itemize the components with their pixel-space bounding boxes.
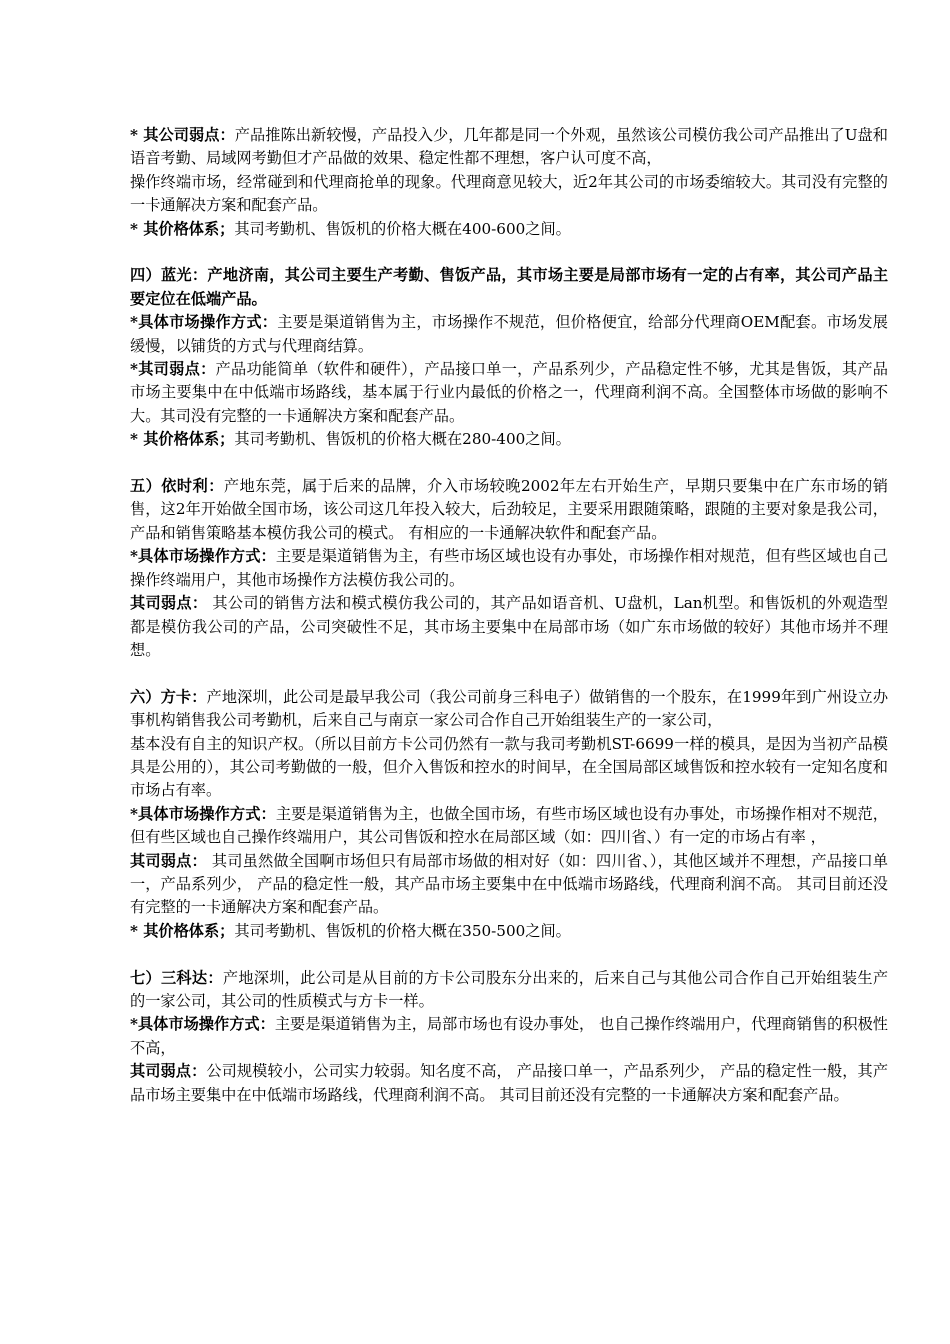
heading-section-6: 六）方卡： xyxy=(130,687,207,706)
text-s5-weakness: 其公司的销售方法和模式模仿我公司的，其产品如语音机、U盘机，Lan机型。和售饭机的外观造型都是模仿我公司的产品，公司突破性不足，其市场主要集中在局部市场（如广东市场做的较好）其他市场并不理想。 xyxy=(130,594,888,659)
paragraph-s3-weakness xyxy=(130,124,888,171)
text-s7-weakness: 公司规模较小，公司实力较弱。知名度不高， 产品接口单一，产品系列少， 产品的稳定性一般，其产品市场主要集中在中低端市场路线，代理商利润不高。 其司目前还没有完整的一卡通解决方案和配套产品。 xyxy=(130,1062,889,1104)
label-s4-weakness: *其司弱点： xyxy=(130,360,216,379)
spacer xyxy=(130,241,888,264)
paragraph-s7-method xyxy=(130,1013,888,1060)
heading-section-4: 四）蓝光：产地济南，其公司主要生产考勤、售饭产品，其市场主要是局部市场有一定的占有率，其公司产品主要定位在低端产品。 xyxy=(130,266,888,308)
text-s6-intro-cont: 基本没有自主的知识产权。（所以目前方卡公司仍然有一款与我司考勤机ST-6699一样的模具，是因为当初产品模具是公用的），其公司考勤做的一般，但介入售饭和控水的时间早，在全国局部区域售饭和控水较有一定知名度和市场占有率。 xyxy=(130,734,888,800)
paragraph-s6-intro xyxy=(130,686,888,733)
label-s6-weakness: 其司弱点： xyxy=(130,851,207,870)
label-s5-weakness: 其司弱点： xyxy=(130,594,208,613)
label-s6-method: *具体市场操作方式： xyxy=(130,804,276,823)
paragraph-s7-weakness xyxy=(130,1060,888,1107)
spacer xyxy=(130,662,888,685)
text-s5-method: 主要是渠道销售为主，有些市场区域也设有办事处，市场操作相对规范，但有些区域也自己操作终端用户，其他市场操作方法模仿我公司的。 xyxy=(130,547,888,589)
paragraph-s6-intro-cont xyxy=(130,733,888,803)
paragraph-s5-weakness xyxy=(130,592,888,662)
text-s4-weakness: 产品功能简单（软件和硬件），产品接口单一，产品系列少，产品稳定性不够，尤其是售饭，其产品市场主要集中在中低端市场路线，基本属于行业内最低的价格之一，代理商利润不高。全国整体市场做的影响不大。其司没有完整的一卡通解决方案和配套产品。 xyxy=(130,360,888,425)
label-s3-price: * 其价格体系； xyxy=(130,219,235,238)
label-s5-method: *具体市场操作方式： xyxy=(130,547,276,566)
label-s3-weakness: * 其公司弱点： xyxy=(130,126,235,144)
label-s4-method: *具体市场操作方式： xyxy=(130,313,278,332)
document-body xyxy=(130,124,888,1107)
paragraph-s6-price xyxy=(130,920,888,943)
text-s7-method: 主要是渠道销售为主，局部市场也有设办事处， 也自己操作终端用户，代理商销售的积极性不高， xyxy=(130,1015,888,1057)
paragraph-s4-weakness xyxy=(130,358,888,428)
text-s4-price: 其司考勤机、售饭机的价格大概在280-400之间。 xyxy=(234,430,571,449)
text-s6-method: 主要是渠道销售为主，也做全国市场，有些市场区域也设有办事处，市场操作相对不规范，但有些区域也自己操作终端用户，其公司售饭和控水在局部区域（如：四川省、）有一定的市场占有率 ， xyxy=(130,804,888,847)
heading-section-5: 五）依时利： xyxy=(130,477,224,496)
label-s7-weakness: 其司弱点： xyxy=(130,1062,207,1081)
heading-section-7: 七）三科达： xyxy=(130,968,223,987)
text-s4-method: 主要是渠道销售为主，市场操作不规范，但价格便宜，给部分代理商OEM配套。市场发展缓慢，以铺货的方式与代理商结算。 xyxy=(130,313,888,355)
paragraph-s5-method xyxy=(130,545,888,592)
paragraph-s3-price xyxy=(130,218,888,241)
label-s7-method: *具体市场操作方式： xyxy=(130,1015,275,1034)
spacer xyxy=(130,943,888,966)
paragraph-s7-intro xyxy=(130,967,888,1014)
label-s6-price: * 其价格体系； xyxy=(130,921,235,940)
text-s6-weakness: 其司虽然做全国啊市场但只有局部市场做的相对好（如：四川省、），其他区域并不理想，产品接口单一，产品系列少， 产品的稳定性一般，其产品市场主要集中在中低端市场路线，代理商利润不高。 其司目前还没有完整的一卡通解决方案和配套产品。 xyxy=(130,851,888,917)
text-s3-price: 其司考勤机、售饭机的价格大概在400-600之间。 xyxy=(234,219,571,238)
text-s3-weakness-cont: 操作终端市场，经常碰到和代理商抢单的现象。代理商意见较大，近2年其公司的市场委缩较大。其司没有完整的一卡通解决方案和配套产品。 xyxy=(130,172,888,215)
paragraph-s4-method xyxy=(130,311,888,358)
paragraph-s6-weakness xyxy=(130,850,888,920)
paragraph-s4-price xyxy=(130,428,888,451)
text-s3-weakness: 产品推陈出新较慢，产品投入少，几年都是同一个外观，虽然该公司模仿我公司产品推出了U盘和语音考勤、局域网考勤但才产品做的效果、稳定性都不理想，客户认可度不高， xyxy=(130,126,888,168)
paragraph-s6-method xyxy=(130,803,888,850)
text-s6-intro: 产地深圳，此公司是最早我公司（我公司前身三科电子）做销售的一个股东，在1999年到广州设立办事机构销售我公司考勤机，后来自己与南京一家公司合作自己开始组装生产的一家公司， xyxy=(130,687,889,730)
label-s4-price: * 其价格体系； xyxy=(130,430,235,449)
text-s5-intro: 产地东莞，属于后来的品牌，介入市场较晚2002年左右开始生产，早期只要集中在广东市场的销售，这2年开始做全国市场，该公司这几年投入较大，后劲较足，主要采用跟随策略，跟随的主要对象是我公司，产品和销售策略基本模仿我公司的模式。 有相应的一卡通解决软件和配套产品。 xyxy=(130,477,888,542)
text-s6-price: 其司考勤机、售饭机的价格大概在350-500之间。 xyxy=(234,921,571,940)
spacer xyxy=(130,452,888,475)
paragraph-s5-intro xyxy=(130,475,888,545)
paragraph-s3-weakness-cont xyxy=(130,171,888,218)
text-s7-intro: 产地深圳，此公司是从目前的方卡公司股东分出来的，后来自己与其他公司合作自己开始组装生产的一家公司，其公司的性质模式与方卡一样。 xyxy=(130,968,889,1010)
